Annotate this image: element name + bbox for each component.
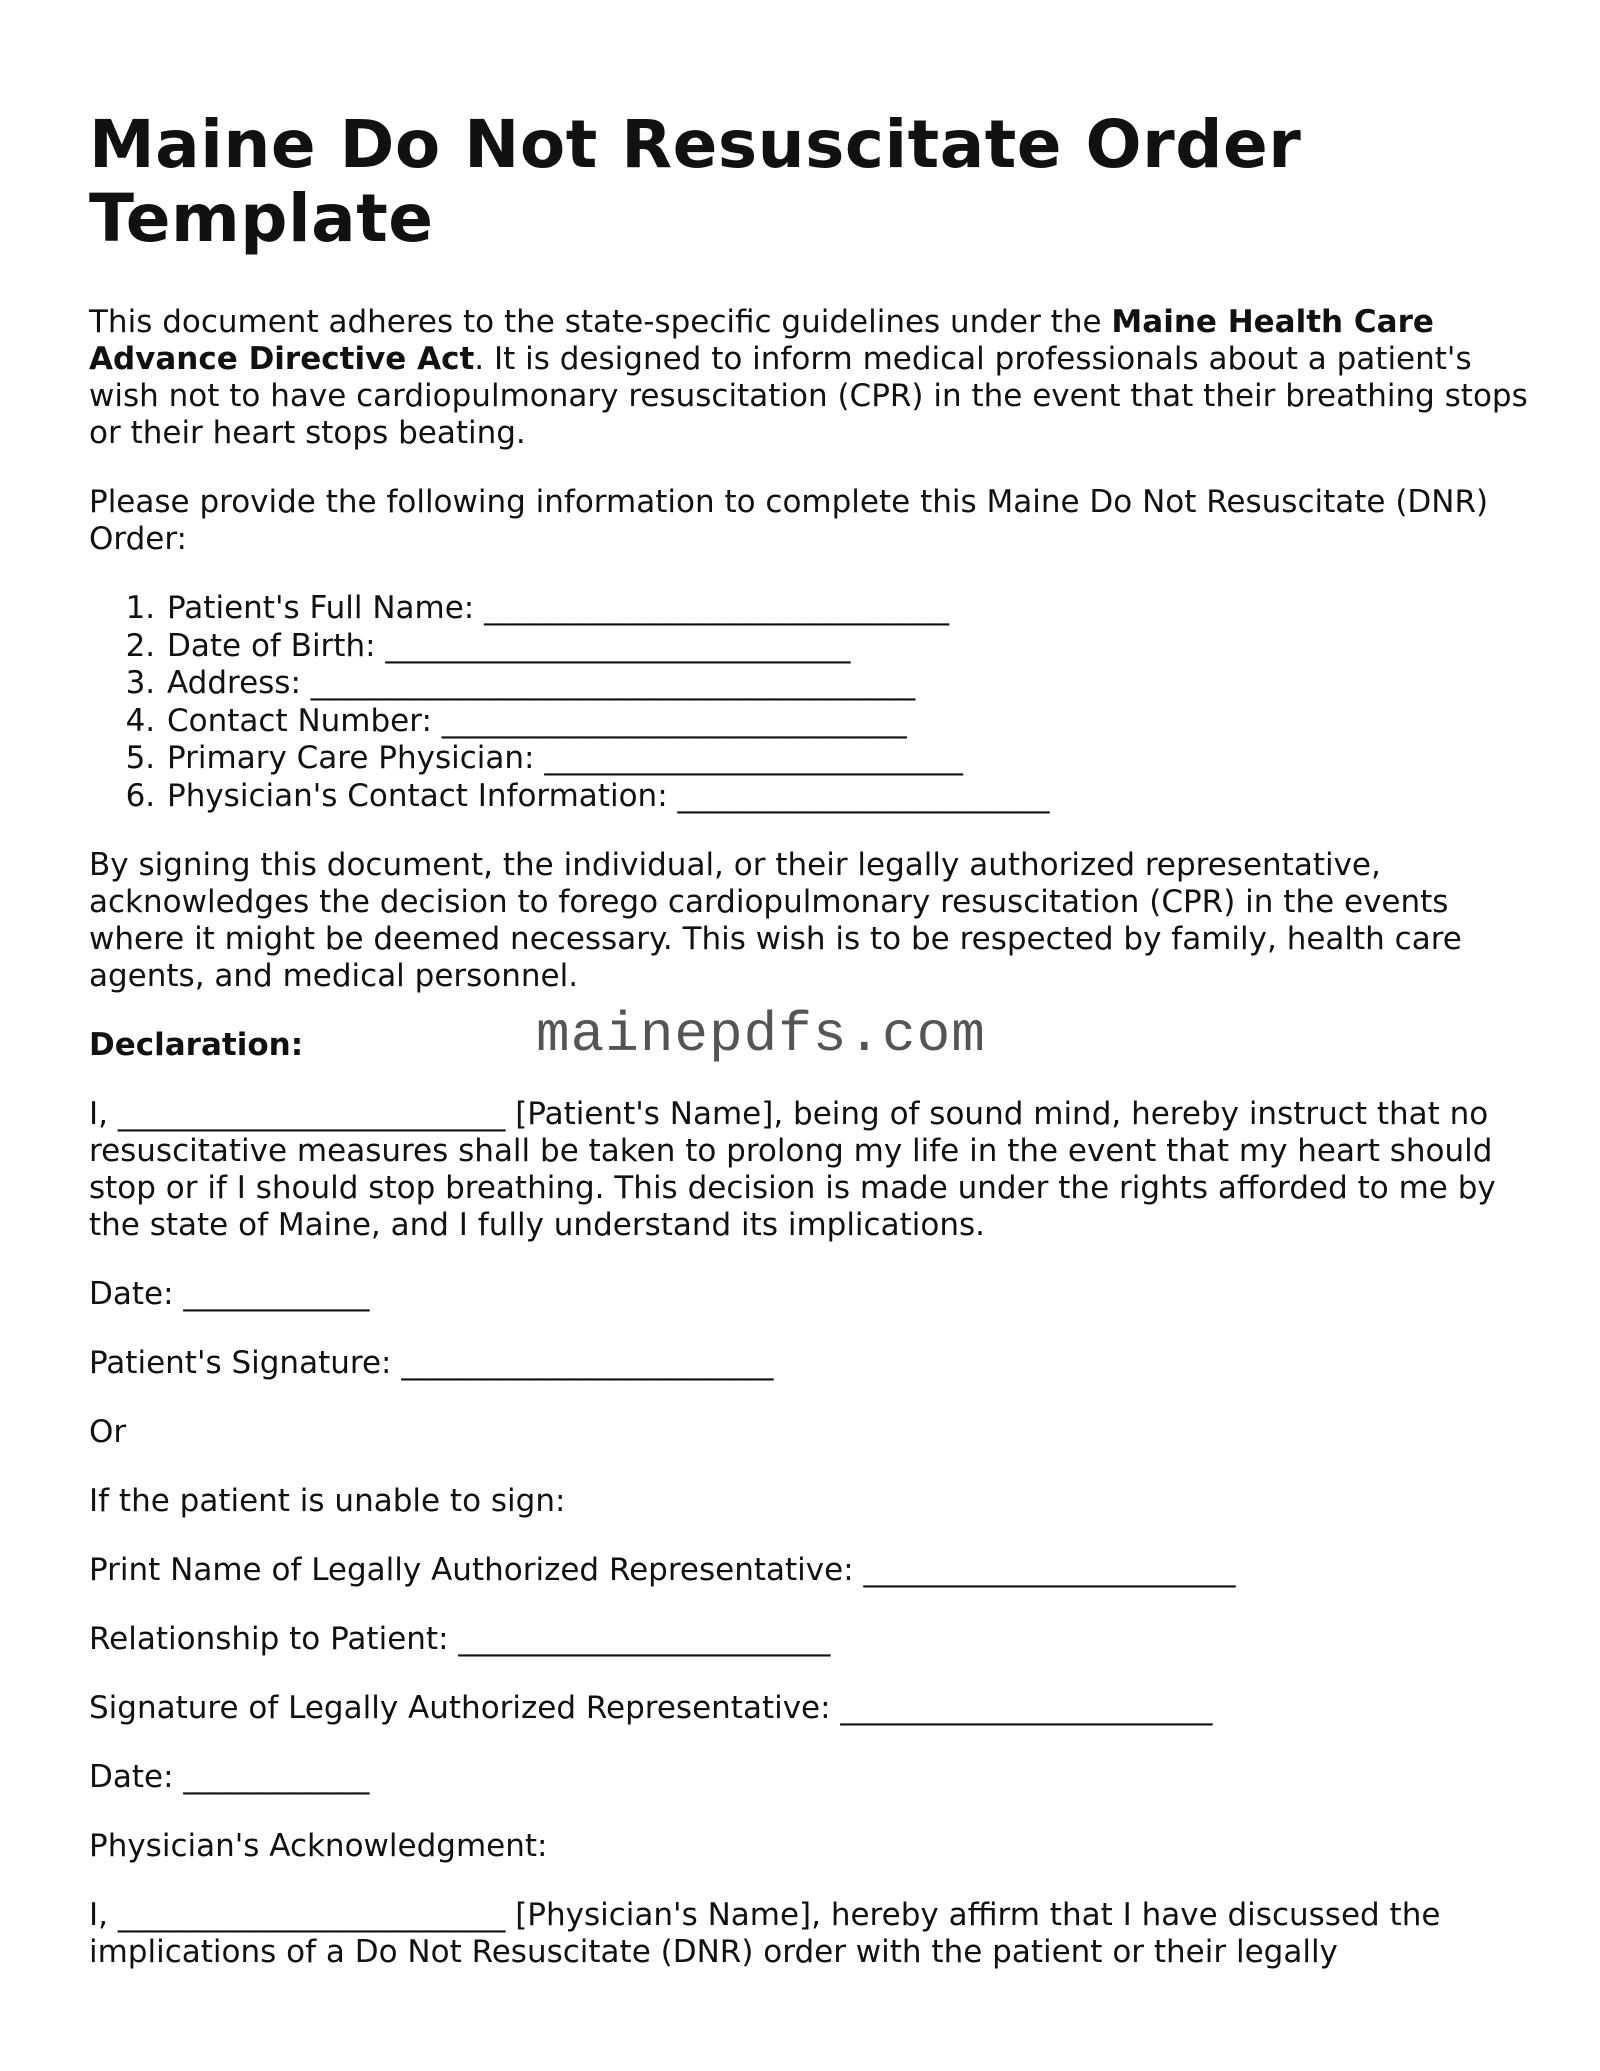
patient-date-line: Date: ____________: [89, 1276, 370, 1312]
intro-text-start: This document adheres to the state-specific guidelines under the: [89, 304, 1112, 340]
intro-paragraph: [89, 304, 1529, 452]
field-patient-full-name: 1. Patient's Full Name: ______________________________: [165, 590, 1529, 628]
physician-acknowledgment-paragraph: I, _________________________ [Physician's Name], hereby affirm that I have discussed the implications of a Do Not Resuscitate (DNR) order with the patient or their legally: [89, 1897, 1441, 1970]
document-title: Maine Do Not Resuscitate Order Template: [89, 106, 1302, 257]
watermark: mainepdfs.com: [536, 1003, 986, 1067]
information-fields-list: [89, 590, 1529, 815]
representative-date-line: Date: ____________: [89, 1759, 370, 1795]
field-address: 3. Address: _______________________________________: [165, 665, 1529, 703]
representative-signature-line: Signature of Legally Authorized Representative: ________________________: [89, 1690, 1213, 1726]
field-physician-contact-information: 6. Physician's Contact Information: ________________________: [165, 778, 1529, 816]
intro-text-end: . It is designed to inform medical professionals about a patient's wish not to have cardiopulmonary resuscitation (CPR) in the event that their breathing stops or their heart stops beating.: [89, 341, 1528, 451]
intro-act-name: Maine Health Care Advance Directive Act: [89, 304, 1434, 377]
or-text: Or: [89, 1414, 127, 1450]
instructions-paragraph: Please provide the following information to complete this Maine Do Not Resuscitate (DNR) Order:: [89, 484, 1489, 557]
field-primary-care-physician: 5. Primary Care Physician: ___________________________: [165, 740, 1529, 778]
field-date-of-birth: 2. Date of Birth: ______________________________: [165, 628, 1529, 666]
relationship-line: Relationship to Patient: ________________________: [89, 1621, 831, 1657]
unable-to-sign-text: If the patient is unable to sign:: [89, 1483, 566, 1519]
document-page: [89, 108, 1529, 2003]
field-contact-number: 4. Contact Number: ______________________________: [165, 703, 1529, 741]
physician-acknowledgment-heading: Physician's Acknowledgment:: [89, 1828, 548, 1864]
representative-name-line: Print Name of Legally Authorized Representative: ________________________: [89, 1552, 1236, 1588]
declaration-heading-row: [89, 1003, 1529, 1067]
acknowledgment-paragraph: By signing this document, the individual, or their legally authorized representative, acknowledges the decision to forego cardiopulmonary resuscitation (CPR) in the events where it might be deemed necessary. This wish is to be respected by family, health care agents, and medical personnel.: [89, 847, 1462, 994]
patient-signature-line: Patient's Signature: ________________________: [89, 1345, 774, 1381]
declaration-heading: Declaration:: [89, 1027, 304, 1063]
declaration-paragraph: I, _________________________ [Patient's Name], being of sound mind, hereby instruct that no resuscitative measures shall be taken to prolong my life in the event that my heart should stop or if I should stop breathing. This decision is made under the rights afforded to me by the state of Maine, and I fully understand its implications.: [89, 1096, 1496, 1243]
